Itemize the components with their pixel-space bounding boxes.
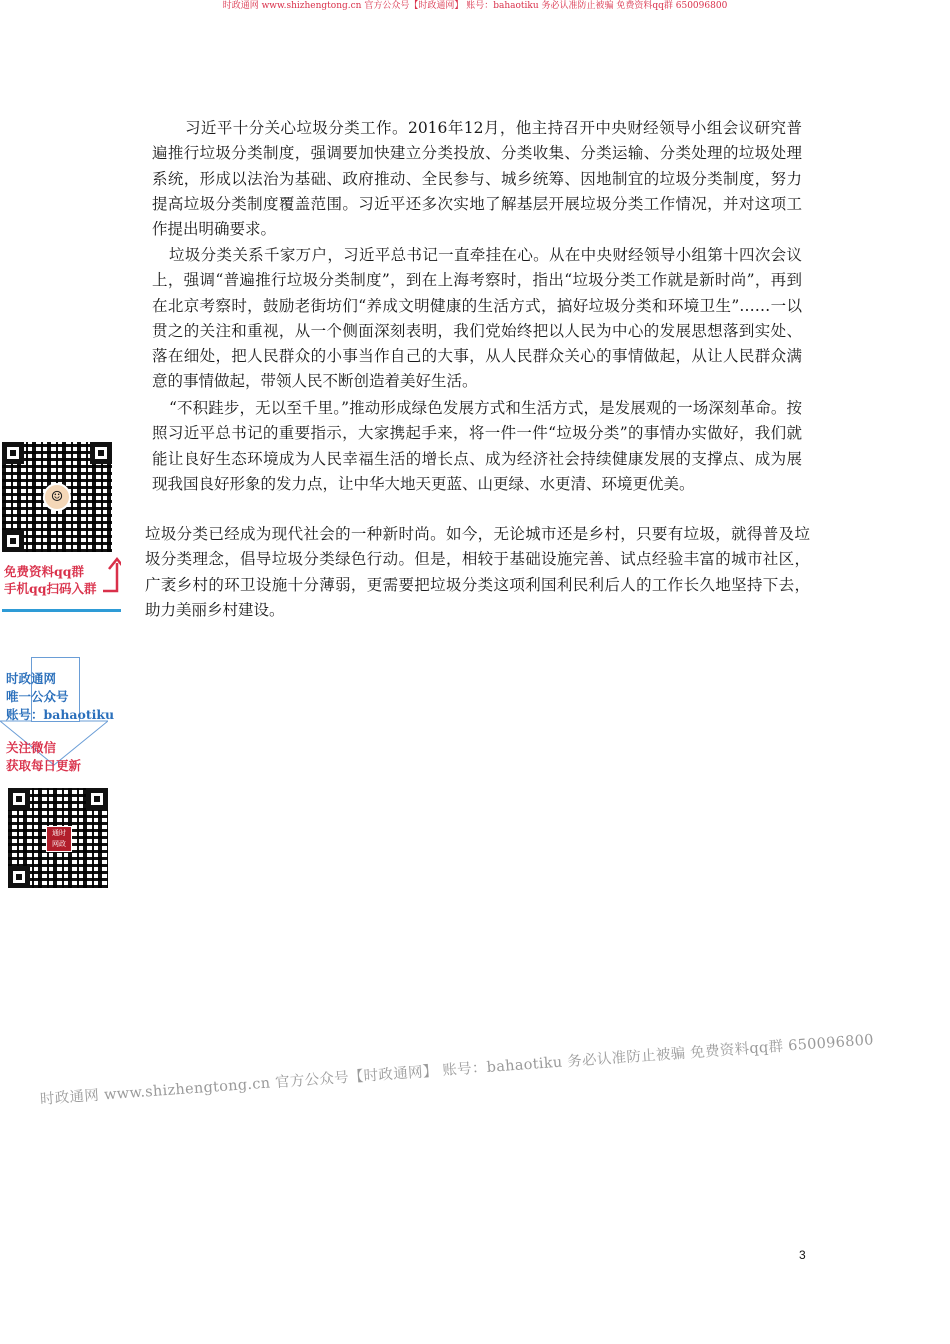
- qq-scan-label: 手机qq扫码入群: [4, 581, 97, 596]
- paragraph-2: 垃圾分类关系千家万户，习近平总书记一直牵挂在心。从在中央财经领导小组第十四次会议上，强调“普遍推行垃圾分类制度”，到在上海考察时，指出“垃圾分类工作就是新时尚”，再到在北京考察时，鼓励老街坊们“养成文明健康的生活方式，搞好垃圾分类和环境卫生”……一以贯之的关注和重视，从一个侧面深刻表明，我们党始终把以人民为中心的发展思想落到实处、落在细处，把人民群众的小事当作自己的大事，从人民群众关心的事情做起，从让人民群众满意的事情做起，带领人民不断创造着美好生活。: [152, 246, 802, 391]
- follow-wechat-label: 关注微信: [6, 740, 57, 755]
- qr-finder-pattern: [2, 530, 24, 552]
- wechat-qr-code[interactable]: [8, 788, 108, 888]
- paragraph-3: “不积跬步，无以至千里。”推动形成绿色发展方式和生活方式，是发展观的一场深刻革命。按照习近平总书记的重要指示，大家携起手来，将一件一件“垃圾分类”的事情办实做好，我们就能让良好生态环境成为人民幸福生活的增长点、成为经济社会持续健康发展的支撑点、成为展现我国良好形象的发力点，让中华大地天更蓝、山更绿、水更清、环境更优美。: [152, 399, 802, 493]
- corner-arrow-icon: [101, 553, 121, 593]
- wechat-name-label: 时政通网: [6, 671, 57, 686]
- qr-finder-pattern: [86, 788, 108, 810]
- qr-finder-pattern: [8, 866, 30, 888]
- header-banner: 时政通网 www.shizhengtong.cn 官方公众号【时政通网】 账号：bahaotiku 务必认准防止被骗 免费资料qq群 650096800: [222, 1, 728, 11]
- paragraph-4: 垃圾分类已经成为现代社会的一种新时尚。如今，无论城市还是乡村，只要有垃圾，就得普及垃圾分类理念，倡导垃圾分类绿色行动。但是，相较于基础设施完善、试点经验丰富的城市社区，广袤乡村的环卫设施十分薄弱，更需要把垃圾分类这项利国利民利后人的工作长久地坚持下去，助力美丽乡村建设。: [145, 525, 810, 619]
- qq-group-qr-code[interactable]: [2, 442, 112, 552]
- wechat-official-label: 唯一公众号: [6, 689, 69, 704]
- qr-finder-pattern: [2, 442, 24, 464]
- daily-update-label: 获取每日更新: [6, 758, 82, 773]
- seal-logo: [46, 826, 72, 852]
- seal-text: 通时 网政: [52, 829, 66, 848]
- qq-group-label: 免费资料qq群: [4, 564, 84, 579]
- avatar-icon: ☺: [43, 483, 71, 511]
- watermark: 时政通网 www.shizhengtong.cn 官方公众号【时政通网】 账号：bahaotiku 务必认准防止被骗 免费资料qq群 650096800: [39, 1032, 875, 1108]
- paragraph-1: 习近平十分关心垃圾分类工作。2016年12月，他主持召开中央财经领导小组会议研究普遍推行垃圾分类制度，强调要加快建立分类投放、分类收集、分类运输、分类处理的垃圾处理系统，形成以法治为基础、政府推动、全民参与、城乡统筹、因地制宜的垃圾分类制度，努力提高垃圾分类制度覆盖范围。习近平还多次实地了解基层开展垃圾分类工作情况，并对这项工作提出明确要求。: [152, 119, 802, 239]
- qr-finder-pattern: [8, 788, 30, 810]
- divider: [2, 609, 121, 612]
- qr-finder-pattern: [90, 442, 112, 464]
- page-number: 3: [799, 1248, 806, 1262]
- wechat-account-label: 账号：bahaotiku: [6, 707, 115, 722]
